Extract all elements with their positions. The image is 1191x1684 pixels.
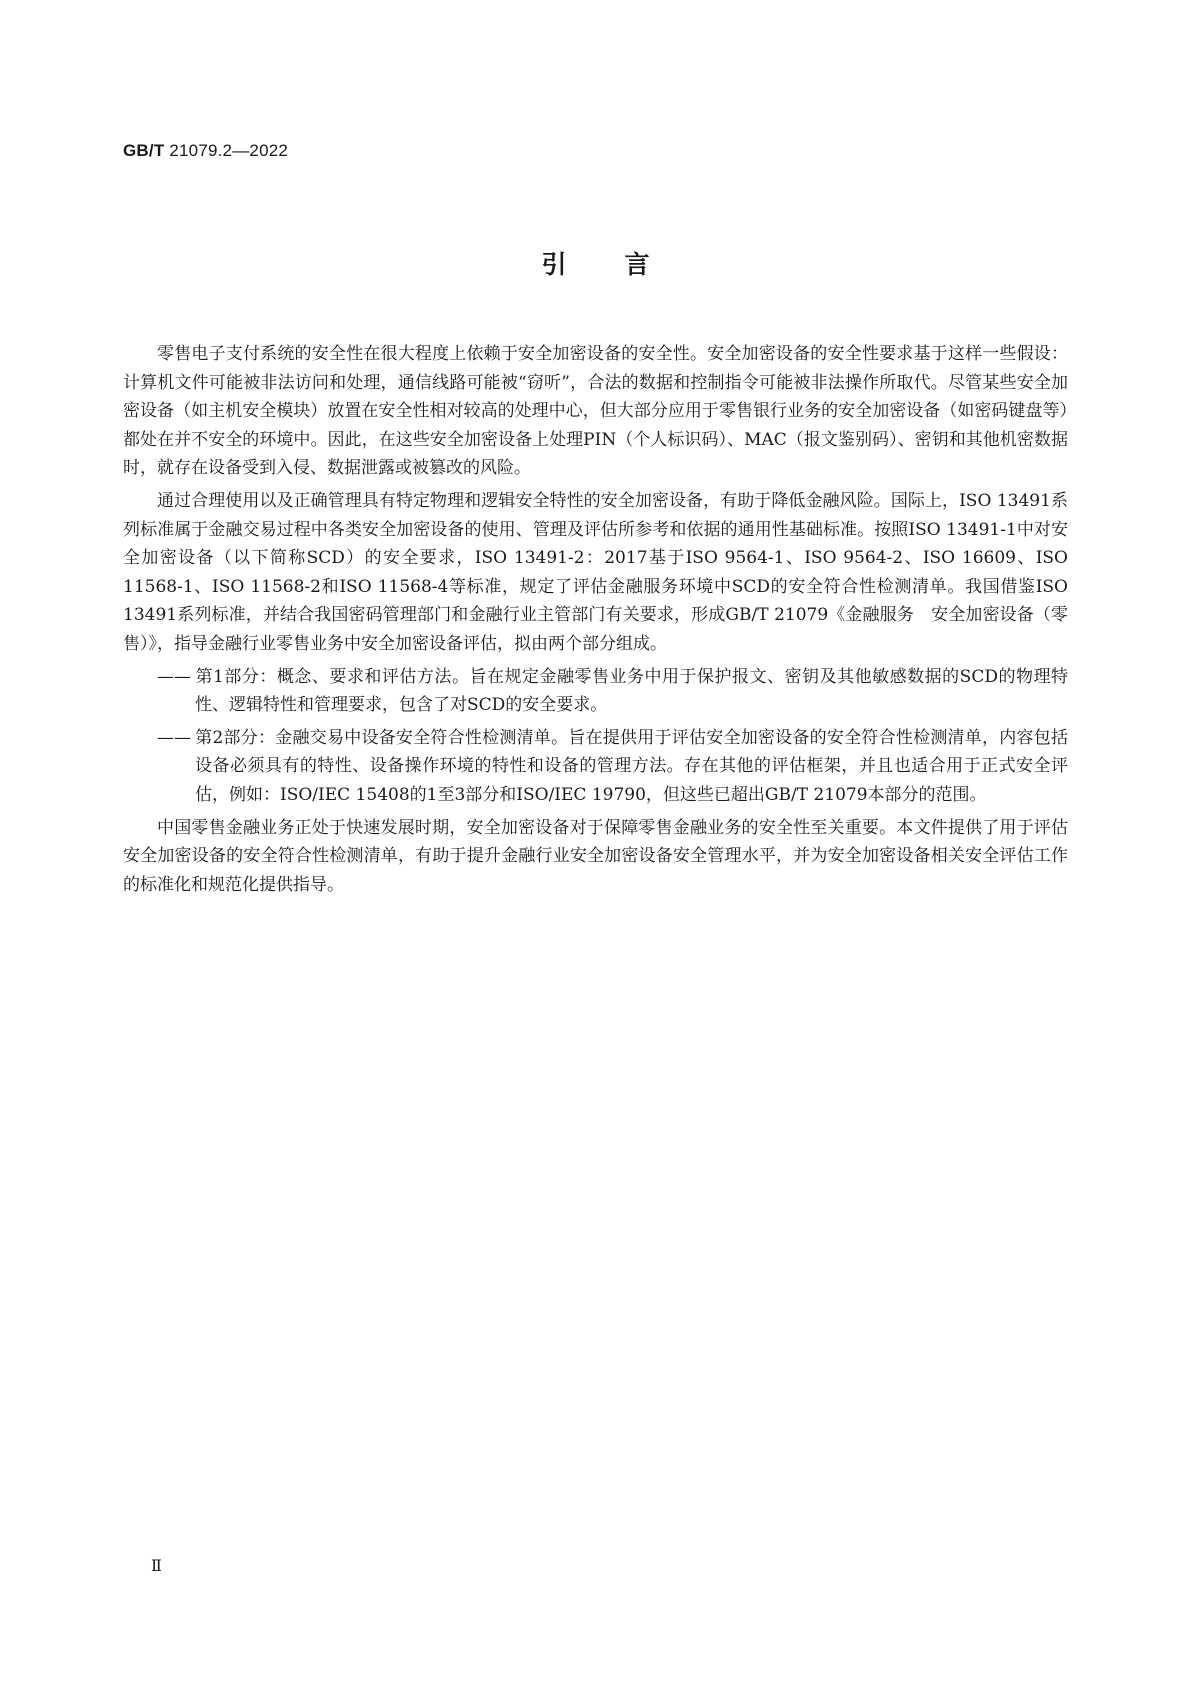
paragraph-background: 通过合理使用以及正确管理具有特定物理和逻辑安全特性的安全加密设备，有助于降低金融风险。国际上，ISO 13491系列标准属于金融交易过程中各类安全加密设备的使用、管理及评估所参考和依据的通用性基础标准。按照ISO 13491-1中对安全加密设备（以下简称SCD）的安全要求，ISO 13491-2：2017基于ISO 9564-1、ISO 9564-2、ISO 16609、ISO 11568-1、ISO 11568-2和ISO 11568-4等标准，规定了评估金融服务环境中SCD的安全符合性检测清单。我国借鉴ISO 13491系列标准，并结合我国密码管理部门和金融行业主管部门有关要求，形成GB/T 21079《金融服务 安全加密设备（零售）》，指导金融行业零售业务中安全加密设备评估，拟由两个部分组成。 [123,490,1068,654]
list-item-part-1 [123,663,1068,720]
list-dash: —— [157,727,191,748]
list-item-text: 第2部分：金融交易中设备安全符合性检测清单。旨在提供用于评估安全加密设备的安全符合性检测清单，内容包括设备必须具有的特性、设备操作环境的特性和设备的管理方法。存在其他的评估框架，并且也适合用于正式安全评估，例如：ISO/IEC 15408的1至3部分和ISO/IEC 19790，但这些已超出GB/T 21079本部分的范围。 [195,727,1068,805]
document-code [123,141,288,161]
page-title: 引言 [541,250,708,279]
list-dash: —— [157,666,191,687]
list-item-text: 第1部分：概念、要求和评估方法。旨在规定金融零售业务中用于保护报文、密钥及其他敏感数据的SCD的物理特性、逻辑特性和管理要求，包含了对SCD的安全要求。 [195,666,1068,716]
list-item-part-2 [123,724,1068,810]
page-number: Ⅱ [151,1556,162,1575]
document-code-number: 21079.2—2022 [169,141,289,160]
paragraph-closing: 中国零售金融业务正处于快速发展时期，安全加密设备对于保障零售金融业务的安全性至关重要。本文件提供了用于评估安全加密设备的安全符合性检测清单，有助于提升金融行业安全加密设备安全管理水平，并为安全加密设备相关安全评估工作的标准化和规范化提供指导。 [123,817,1068,895]
document-body [123,340,1068,903]
document-code-prefix: GB/T [123,141,165,160]
paragraph-intro: 零售电子支付系统的安全性在很大程度上依赖于安全加密设备的安全性。安全加密设备的安全性要求基于这样一些假设：计算机文件可能被非法访问和处理，通信线路可能被“窃听”，合法的数据和控制指令可能被非法操作所取代。尽管某些安全加密设备（如主机安全模块）放置在安全性相对较高的处理中心，但大部分应用于零售银行业务的安全加密设备（如密码键盘等）都处在并不安全的环境中。因此，在这些安全加密设备上处理PIN（个人标识码）、MAC（报文鉴别码）、密钥和其他机密数据时，就存在设备受到入侵、数据泄露或被篡改的风险。 [123,344,1068,479]
